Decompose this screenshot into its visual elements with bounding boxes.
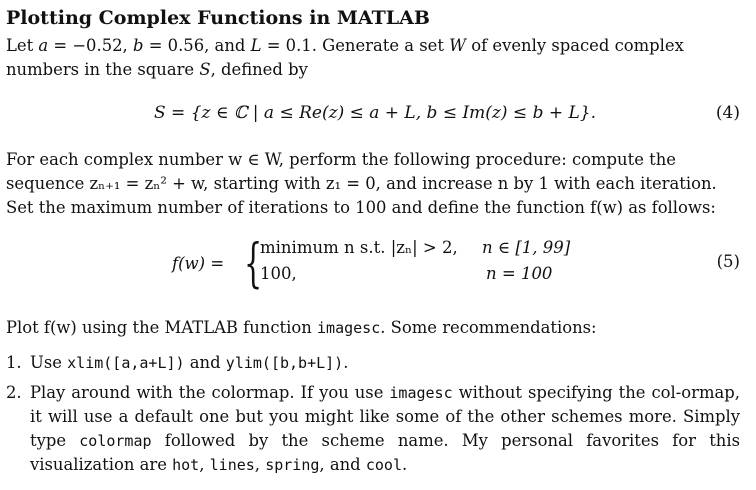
intro-line2: numbers in the square <box>6 60 200 79</box>
procedure-line1: For each complex number w ∈ W, perform the following procedure: compute the <box>6 150 676 169</box>
var-W: W <box>449 36 467 55</box>
rec-2-text: , <box>199 455 210 474</box>
list-item <box>6 381 740 477</box>
case-2-value: 100, <box>260 264 297 283</box>
rec-2-text: , <box>254 455 266 474</box>
var-S: S <box>199 60 211 79</box>
rec-2-text: followed by the scheme name. My personal favorites for this visualization are <box>30 431 741 474</box>
left-brace: { <box>244 234 263 294</box>
code-ylim: ylim([b,b+L]) <box>225 354 344 372</box>
code-imagesc: imagesc <box>317 319 381 337</box>
value-a: = −0.52, <box>48 36 133 55</box>
case-1-value: minimum n s.t. |zₙ| > 2, <box>260 238 458 257</box>
var-a: a <box>38 36 49 55</box>
value-b: = 0.56, and <box>143 36 251 55</box>
var-L: L <box>250 36 262 55</box>
code-spring: spring <box>265 456 320 474</box>
equation-4-number: (4) <box>715 103 740 123</box>
plot-instruction <box>6 316 740 340</box>
equation-4-body: S = {z ∈ ℂ | a ≤ Re(z) ≤ a + L, b ≤ Im(z) ≤ b + L}. <box>154 103 597 123</box>
rec-1-text: Use <box>30 353 68 372</box>
rec-2-text: without specifying the col-ormap, it will use a default one but you might like some of the other schemes more. Simply type <box>30 383 740 450</box>
rec-1-mid: and <box>184 353 226 372</box>
page-title: Plotting Complex Functions in MATLAB <box>6 7 430 29</box>
recommendations-list <box>6 351 740 483</box>
case-1-condition: n ∈ [1, 99] <box>482 238 571 257</box>
intro-text: Let <box>6 36 39 55</box>
rec-2-end: . <box>401 455 408 474</box>
intro-line2-end: , defined by <box>210 60 308 79</box>
list-marker: 1. <box>6 353 22 372</box>
rec-2-text: Play around with the colormap. If you use <box>30 383 390 402</box>
case-2-condition: n = 100 <box>486 264 553 283</box>
var-b: b <box>132 36 144 55</box>
code-lines: lines <box>209 456 255 474</box>
intro-text-end: of evenly spaced complex <box>466 36 684 55</box>
procedure-paragraph <box>6 148 740 220</box>
code-hot: hot <box>172 456 200 474</box>
code-cool: cool <box>365 456 402 474</box>
plot-instruction-text: Plot f(w) using the MATLAB function <box>6 318 318 337</box>
intro-paragraph <box>6 34 740 82</box>
code-imagesc: imagesc <box>389 384 453 402</box>
equation-5-number: (5) <box>716 252 740 271</box>
plot-instruction-end: . Some recommendations: <box>380 318 597 337</box>
code-colormap: colormap <box>79 432 152 450</box>
code-xlim: xlim([a,a+L]) <box>67 354 185 372</box>
list-item <box>6 351 740 375</box>
rec-1-end: . <box>343 353 349 372</box>
procedure-line3: Set the maximum number of iterations to 100 and define the function f(w) as follows: <box>6 198 716 217</box>
procedure-line2: sequence zₙ₊₁ = zₙ² + w, starting with z₁ = 0, and increase n by 1 with each iteration. <box>6 174 717 193</box>
equation-5 <box>6 236 740 296</box>
list-marker: 2. <box>6 383 22 402</box>
rec-2-text: , and <box>319 455 366 474</box>
equation-5-lhs: f(w) = <box>172 254 225 273</box>
value-L: = 0.1. Generate a set <box>261 36 450 55</box>
